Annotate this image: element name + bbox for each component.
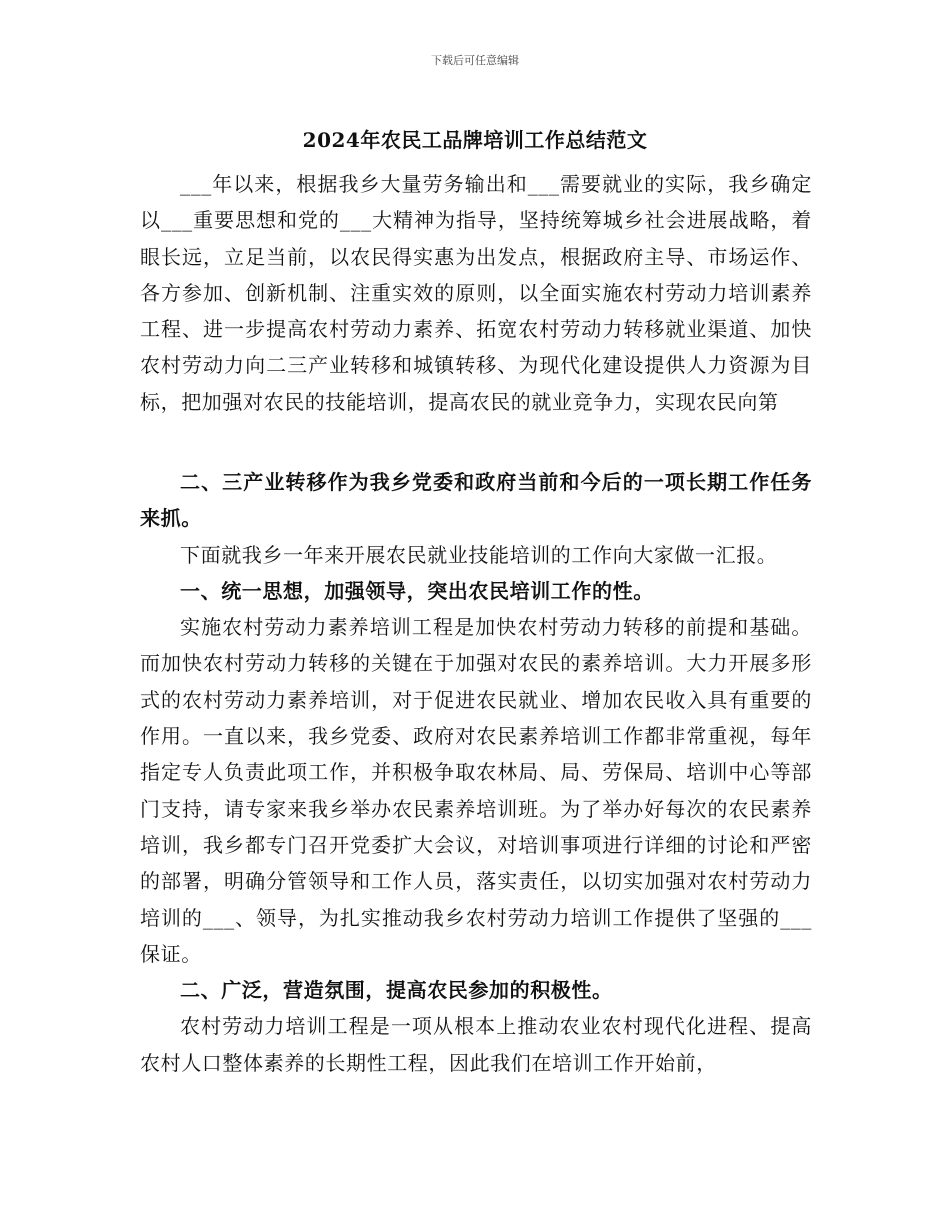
paragraph-section-2: 农村劳动力培训工程是一项从根本上推动农业农村现代化进程、提高农村人口整体素养的长期性工程，因此我们在培训工作开始前， (140, 1014, 812, 1075)
document-title: 2024年农民工品牌培训工作总结范文 (302, 128, 648, 152)
page-header: 下载后可任意编辑 (431, 54, 519, 67)
document-body (140, 166, 812, 1081)
paragraph-task-heading: 二、三产业转移作为我乡党委和政府当前和今后的一项长期工作任务来抓。 (140, 470, 812, 531)
section-heading-1: 一、统一思想，加强领导，突出农民培训工作的性。 (180, 578, 654, 603)
paragraph-report-intro: 下面就我乡一年来开展农民就业技能培训的工作向大家做一汇报。 (180, 542, 778, 567)
section-heading-2: 二、广泛，营造氛围，提高农民参加的积极性。 (180, 978, 613, 1003)
paragraph-section-1: 实施农村劳动力素养培训工程是加快农村劳动力转移的前提和基础。而加快农村劳动力转移的关键在于加强对农民的素养培训。大力开展多形式的农村劳动力素养培训，对于促进农民就业、增加农民收入具有重要的作用。一直以来，我乡党委、政府对农民素养培训工作都非常重视，每年指定专人负责此项工作，并积极争取农林局、局、劳保局、培训中心等部门支持，请专家来我乡举办农民素养培训班。为了举办好每次的农民素养培训，我乡都专门召开党委扩大会议，对培训事项进行详细的讨论和严密的部署，明确分管领导和工作人员，落实责任，以切实加强对农村劳动力培训的___、领导，为扎实推动我乡农村劳动力培训工作提供了坚强的___保证。 (140, 615, 812, 966)
paragraph-intro: ___年以来，根据我乡大量劳务输出和___需要就业的实际，我乡确定以___重要思想和党的___大精神为指导，坚持统筹城乡社会进展战略，着眼长远，立足当前，以农民得实惠为出发点，根据政府主导、市场运作、各方参加、创新机制、注重实效的原则，以全面实施农村劳动力培训素养工程、进一步提高农村劳动力素养、拓宽农村劳动力转移就业渠道、加快农村劳动力向二三产业转移和城镇转移、为现代化建设提供人力资源为目标，把加强对农民的技能培训，提高农民的就业竞争力，实现农民向第 (140, 172, 812, 414)
